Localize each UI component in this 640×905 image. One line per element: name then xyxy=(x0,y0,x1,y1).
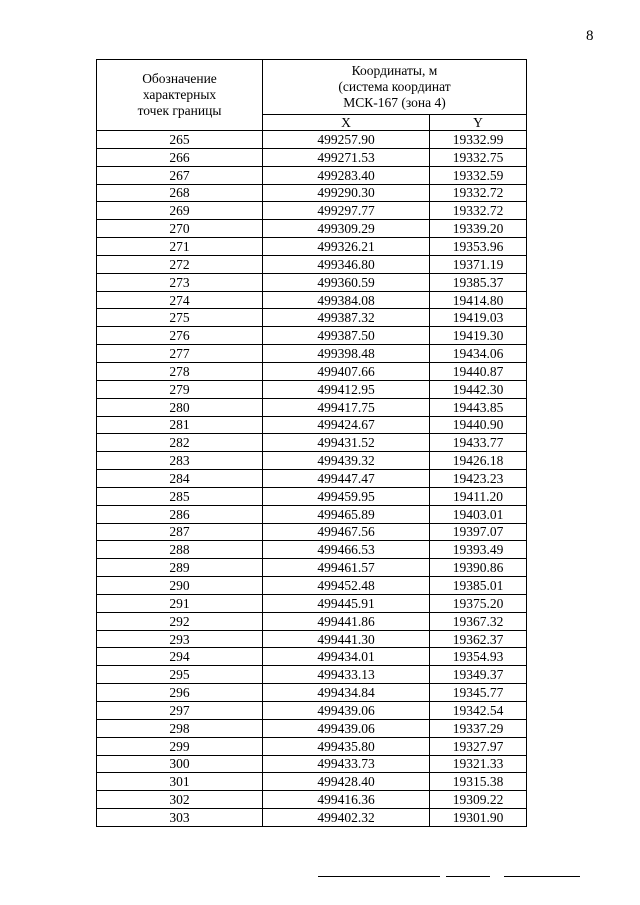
x-coordinate-cell: 499466.53 xyxy=(263,541,430,559)
y-coordinate-cell: 19337.29 xyxy=(430,719,527,737)
x-coordinate-cell: 499309.29 xyxy=(263,220,430,238)
y-coordinate-cell: 19332.99 xyxy=(430,131,527,149)
x-coordinate-cell: 499387.50 xyxy=(263,327,430,345)
point-number-cell: 284 xyxy=(97,470,263,488)
header-line: (система координат xyxy=(338,79,451,94)
table-row xyxy=(97,541,527,559)
table-row xyxy=(97,148,527,166)
point-number-cell: 268 xyxy=(97,184,263,202)
y-coordinate-cell: 19440.87 xyxy=(430,362,527,380)
table-header-row xyxy=(97,60,527,115)
y-coordinate-cell: 19349.37 xyxy=(430,666,527,684)
y-coordinate-cell: 19353.96 xyxy=(430,238,527,256)
header-line: Координаты, м xyxy=(351,63,438,78)
point-number-cell: 299 xyxy=(97,737,263,755)
y-coordinate-cell: 19332.72 xyxy=(430,202,527,220)
point-number-cell: 302 xyxy=(97,791,263,809)
y-coordinate-cell: 19434.06 xyxy=(430,345,527,363)
table-row xyxy=(97,648,527,666)
table-row xyxy=(97,719,527,737)
table-row xyxy=(97,577,527,595)
boundary-points-table xyxy=(96,59,527,827)
x-coordinate-cell: 499402.32 xyxy=(263,809,430,827)
table-row xyxy=(97,362,527,380)
table-row xyxy=(97,416,527,434)
point-number-cell: 285 xyxy=(97,487,263,505)
table-row xyxy=(97,702,527,720)
y-coordinate-cell: 19367.32 xyxy=(430,612,527,630)
table-row xyxy=(97,505,527,523)
point-number-cell: 271 xyxy=(97,238,263,256)
table-row xyxy=(97,684,527,702)
y-coordinate-cell: 19385.01 xyxy=(430,577,527,595)
x-coordinate-cell: 499271.53 xyxy=(263,148,430,166)
y-coordinate-cell: 19354.93 xyxy=(430,648,527,666)
table-row xyxy=(97,470,527,488)
table-row xyxy=(97,255,527,273)
table-row xyxy=(97,666,527,684)
y-coordinate-cell: 19397.07 xyxy=(430,523,527,541)
point-number-cell: 276 xyxy=(97,327,263,345)
x-coordinate-cell: 499424.67 xyxy=(263,416,430,434)
point-number-cell: 275 xyxy=(97,309,263,327)
x-coordinate-cell: 499467.56 xyxy=(263,523,430,541)
y-column-header: Y xyxy=(430,115,527,131)
y-coordinate-cell: 19403.01 xyxy=(430,505,527,523)
table-row xyxy=(97,309,527,327)
table-row xyxy=(97,559,527,577)
point-number-cell: 301 xyxy=(97,773,263,791)
x-coordinate-cell: 499257.90 xyxy=(263,131,430,149)
y-coordinate-cell: 19345.77 xyxy=(430,684,527,702)
point-number-cell: 281 xyxy=(97,416,263,434)
y-coordinate-cell: 19332.75 xyxy=(430,148,527,166)
y-coordinate-cell: 19315.38 xyxy=(430,773,527,791)
x-coordinate-cell: 499459.95 xyxy=(263,487,430,505)
y-coordinate-cell: 19426.18 xyxy=(430,452,527,470)
point-number-cell: 277 xyxy=(97,345,263,363)
x-coordinate-cell: 499431.52 xyxy=(263,434,430,452)
point-number-cell: 287 xyxy=(97,523,263,541)
point-number-cell: 273 xyxy=(97,273,263,291)
x-coordinate-cell: 499441.30 xyxy=(263,630,430,648)
table-body xyxy=(97,131,527,827)
point-number-cell: 303 xyxy=(97,809,263,827)
x-coordinate-cell: 499439.06 xyxy=(263,702,430,720)
point-designation-header xyxy=(97,60,263,131)
point-number-cell: 288 xyxy=(97,541,263,559)
point-number-cell: 283 xyxy=(97,452,263,470)
point-number-cell: 286 xyxy=(97,505,263,523)
table-row xyxy=(97,273,527,291)
y-coordinate-cell: 19443.85 xyxy=(430,398,527,416)
table-row xyxy=(97,612,527,630)
x-coordinate-cell: 499417.75 xyxy=(263,398,430,416)
signature-lines xyxy=(318,876,580,882)
point-number-cell: 292 xyxy=(97,612,263,630)
table-row xyxy=(97,434,527,452)
y-coordinate-cell: 19327.97 xyxy=(430,737,527,755)
header-line: Обозначение xyxy=(142,71,217,86)
y-coordinate-cell: 19301.90 xyxy=(430,809,527,827)
x-coordinate-cell: 499428.40 xyxy=(263,773,430,791)
y-coordinate-cell: 19332.59 xyxy=(430,166,527,184)
point-number-cell: 280 xyxy=(97,398,263,416)
x-coordinate-cell: 499439.32 xyxy=(263,452,430,470)
x-coordinate-cell: 499434.01 xyxy=(263,648,430,666)
y-coordinate-cell: 19371.19 xyxy=(430,255,527,273)
y-coordinate-cell: 19362.37 xyxy=(430,630,527,648)
y-coordinate-cell: 19419.30 xyxy=(430,327,527,345)
table-row xyxy=(97,755,527,773)
y-coordinate-cell: 19414.80 xyxy=(430,291,527,309)
y-coordinate-cell: 19332.72 xyxy=(430,184,527,202)
y-coordinate-cell: 19393.49 xyxy=(430,541,527,559)
x-coordinate-cell: 499433.13 xyxy=(263,666,430,684)
table-row xyxy=(97,202,527,220)
x-coordinate-cell: 499384.08 xyxy=(263,291,430,309)
x-coordinate-cell: 499297.77 xyxy=(263,202,430,220)
table-row xyxy=(97,398,527,416)
table-row xyxy=(97,791,527,809)
point-number-cell: 298 xyxy=(97,719,263,737)
point-number-cell: 274 xyxy=(97,291,263,309)
y-coordinate-cell: 19309.22 xyxy=(430,791,527,809)
point-number-cell: 289 xyxy=(97,559,263,577)
table-row xyxy=(97,773,527,791)
table-row xyxy=(97,291,527,309)
coordinates-header xyxy=(263,60,527,115)
point-number-cell: 279 xyxy=(97,380,263,398)
x-coordinate-cell: 499387.32 xyxy=(263,309,430,327)
table-row xyxy=(97,380,527,398)
point-number-cell: 294 xyxy=(97,648,263,666)
point-number-cell: 269 xyxy=(97,202,263,220)
point-number-cell: 297 xyxy=(97,702,263,720)
x-coordinate-cell: 499434.84 xyxy=(263,684,430,702)
y-coordinate-cell: 19390.86 xyxy=(430,559,527,577)
x-column-header: X xyxy=(263,115,430,131)
x-coordinate-cell: 499447.47 xyxy=(263,470,430,488)
point-number-cell: 278 xyxy=(97,362,263,380)
table-row xyxy=(97,630,527,648)
point-number-cell: 270 xyxy=(97,220,263,238)
x-coordinate-cell: 499290.30 xyxy=(263,184,430,202)
table-row xyxy=(97,594,527,612)
table-row xyxy=(97,737,527,755)
point-number-cell: 295 xyxy=(97,666,263,684)
point-number-cell: 272 xyxy=(97,255,263,273)
x-coordinate-cell: 499433.73 xyxy=(263,755,430,773)
y-coordinate-cell: 19375.20 xyxy=(430,594,527,612)
x-coordinate-cell: 499416.36 xyxy=(263,791,430,809)
x-coordinate-cell: 499398.48 xyxy=(263,345,430,363)
table-row xyxy=(97,131,527,149)
y-coordinate-cell: 19423.23 xyxy=(430,470,527,488)
table-row xyxy=(97,452,527,470)
x-coordinate-cell: 499326.21 xyxy=(263,238,430,256)
y-coordinate-cell: 19440.90 xyxy=(430,416,527,434)
header-line: МСК-167 (зона 4) xyxy=(343,95,446,110)
point-number-cell: 282 xyxy=(97,434,263,452)
point-number-cell: 300 xyxy=(97,755,263,773)
table-row xyxy=(97,220,527,238)
y-coordinate-cell: 19433.77 xyxy=(430,434,527,452)
header-line: характерных xyxy=(142,87,217,102)
table-row xyxy=(97,809,527,827)
y-coordinate-cell: 19411.20 xyxy=(430,487,527,505)
y-coordinate-cell: 19321.33 xyxy=(430,755,527,773)
table-row xyxy=(97,523,527,541)
x-coordinate-cell: 499360.59 xyxy=(263,273,430,291)
x-coordinate-cell: 499412.95 xyxy=(263,380,430,398)
x-coordinate-cell: 499441.86 xyxy=(263,612,430,630)
table-row xyxy=(97,327,527,345)
x-coordinate-cell: 499461.57 xyxy=(263,559,430,577)
point-number-cell: 293 xyxy=(97,630,263,648)
x-coordinate-cell: 499283.40 xyxy=(263,166,430,184)
x-coordinate-cell: 499465.89 xyxy=(263,505,430,523)
x-coordinate-cell: 499439.06 xyxy=(263,719,430,737)
y-coordinate-cell: 19419.03 xyxy=(430,309,527,327)
header-line: точек границы xyxy=(137,103,222,118)
point-number-cell: 266 xyxy=(97,148,263,166)
table-row xyxy=(97,238,527,256)
point-number-cell: 265 xyxy=(97,131,263,149)
point-number-cell: 267 xyxy=(97,166,263,184)
x-coordinate-cell: 499346.80 xyxy=(263,255,430,273)
page-number: 8 xyxy=(586,28,594,44)
point-number-cell: 296 xyxy=(97,684,263,702)
point-number-cell: 290 xyxy=(97,577,263,595)
table-row xyxy=(97,184,527,202)
x-coordinate-cell: 499407.66 xyxy=(263,362,430,380)
y-coordinate-cell: 19339.20 xyxy=(430,220,527,238)
point-number-cell: 291 xyxy=(97,594,263,612)
x-coordinate-cell: 499435.80 xyxy=(263,737,430,755)
y-coordinate-cell: 19342.54 xyxy=(430,702,527,720)
table-row xyxy=(97,345,527,363)
y-coordinate-cell: 19442.30 xyxy=(430,380,527,398)
y-coordinate-cell: 19385.37 xyxy=(430,273,527,291)
x-coordinate-cell: 499445.91 xyxy=(263,594,430,612)
x-coordinate-cell: 499452.48 xyxy=(263,577,430,595)
table-row xyxy=(97,166,527,184)
table-row xyxy=(97,487,527,505)
